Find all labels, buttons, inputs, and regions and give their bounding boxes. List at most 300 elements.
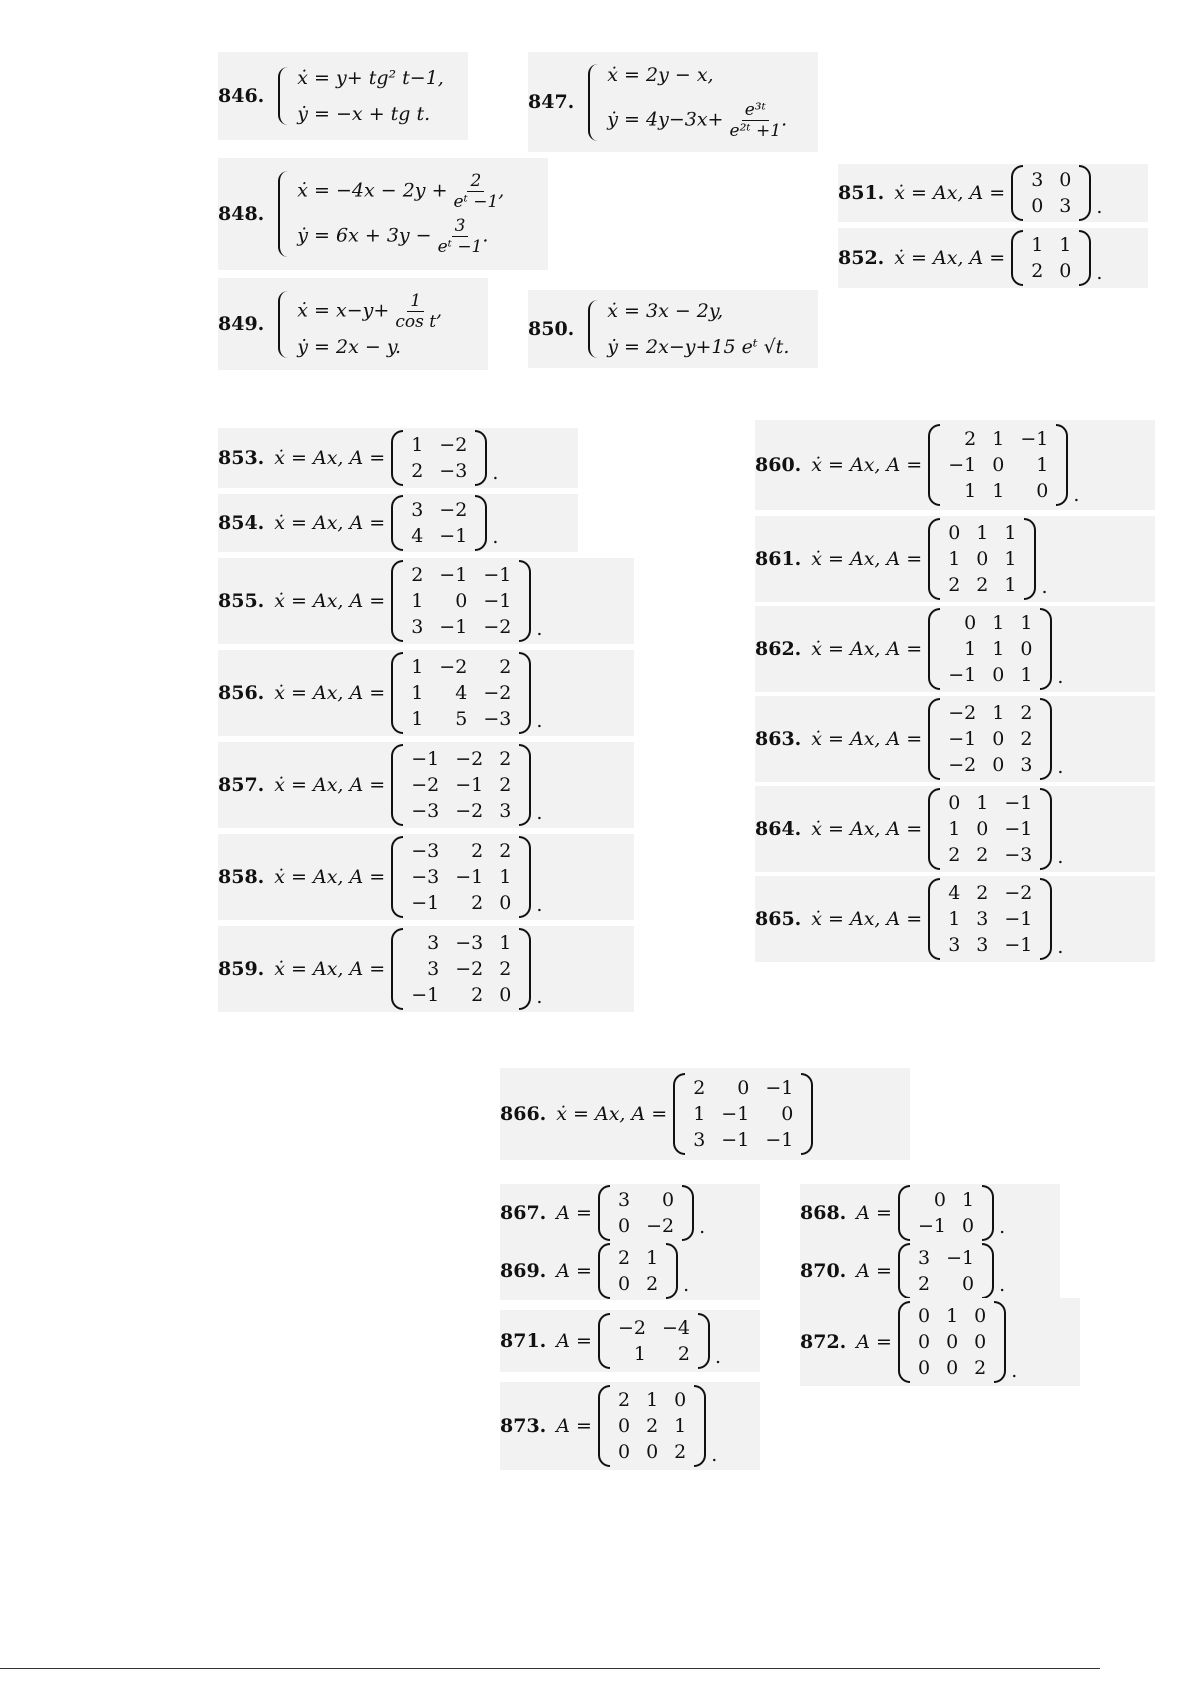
- problem-number: 859.: [218, 958, 265, 980]
- end-period: .: [536, 986, 543, 1008]
- matrix-grid: [610, 1385, 694, 1467]
- problem-number: 862.: [755, 638, 802, 660]
- matrix-cell: 1: [411, 434, 424, 456]
- right-paren: [519, 744, 531, 826]
- matrix-cell: 1: [946, 1305, 959, 1327]
- right-paren: [519, 652, 531, 734]
- matrix-cell: −2: [1004, 882, 1033, 904]
- matrix-cell: 3: [917, 1247, 931, 1269]
- matrix: [391, 495, 487, 551]
- matrix-cell: 0: [974, 1331, 987, 1353]
- matrix: [598, 1243, 678, 1299]
- matrix-grid: [940, 608, 1040, 690]
- matrix-cell: 1: [693, 1103, 706, 1125]
- matrix-cell: 3: [617, 1189, 631, 1211]
- end-period: .: [715, 1346, 722, 1368]
- problem-number: 850.: [528, 318, 575, 340]
- matrix-cell: −1: [1020, 428, 1049, 450]
- matrix-grid: [403, 430, 475, 486]
- matrix: [928, 878, 1052, 960]
- left-paren: [928, 878, 940, 960]
- matrix-cell: −1: [439, 564, 468, 586]
- matrix-grid: [940, 788, 1040, 870]
- right-paren: [682, 1185, 694, 1241]
- matrix-grid: [403, 928, 519, 1010]
- fraction-denominator: cos t: [395, 311, 437, 332]
- left-paren: [391, 652, 403, 734]
- problem-number: 852.: [838, 247, 885, 269]
- left-paren: [928, 698, 940, 780]
- matrix-cell: 2: [917, 1273, 931, 1295]
- matrix-cell: −1: [765, 1077, 794, 1099]
- end-period: .: [482, 224, 489, 247]
- equation-2-left: ẏ = 4y−3x+: [607, 108, 724, 130]
- right-paren: [698, 1313, 710, 1369]
- right-paren: [1056, 424, 1068, 506]
- right-paren: [694, 1385, 706, 1467]
- problem-number: 857.: [218, 774, 265, 796]
- problem-number: 863.: [755, 728, 802, 750]
- matrix-cell: 2: [976, 574, 989, 596]
- problem-873: [500, 1382, 760, 1470]
- matrix-grid: [610, 1185, 682, 1241]
- end-period: .: [1057, 846, 1064, 868]
- matrix-cell: 2: [674, 1441, 687, 1463]
- matrix-cell: −3: [411, 840, 440, 862]
- end-period: .: [999, 1274, 1006, 1296]
- matrix-cell: 1: [411, 656, 424, 678]
- equation-left: ẋ = Ax, A =: [811, 818, 923, 840]
- equation-left: ẋ = Ax, A =: [811, 638, 923, 660]
- matrix-cell: −1: [483, 590, 512, 612]
- end-period: .: [1041, 576, 1048, 598]
- matrix: [898, 1243, 994, 1299]
- matrix-cell: 1: [964, 638, 977, 660]
- matrix-cell: −1: [1004, 908, 1033, 930]
- end-period: .: [1073, 484, 1080, 506]
- matrix-cell: 2: [499, 840, 512, 862]
- matrix: [673, 1073, 813, 1155]
- right-paren: [801, 1073, 813, 1155]
- equation-2: ẏ = 2x − y.: [297, 335, 402, 358]
- left-paren: [391, 928, 403, 1010]
- matrix-cell: 1: [976, 522, 989, 544]
- matrix-cell: 2: [471, 984, 484, 1006]
- problem-851: [838, 164, 1148, 222]
- matrix-cell: −2: [455, 748, 484, 770]
- problem-number: 853.: [218, 447, 265, 469]
- matrix-cell: 1: [646, 1247, 659, 1269]
- matrix-cell: 2: [646, 1415, 659, 1437]
- right-paren: [1079, 230, 1091, 286]
- equation-2: [607, 100, 787, 141]
- equation-system: [274, 291, 442, 358]
- matrix-cell: 0: [617, 1273, 631, 1295]
- right-paren: [1040, 788, 1052, 870]
- problem-871: [500, 1310, 760, 1372]
- problem-860: [755, 420, 1155, 510]
- matrix-cell: 1: [633, 1343, 646, 1365]
- matrix-cell: 3: [1059, 195, 1072, 217]
- matrix-grid: [910, 1185, 982, 1241]
- matrix-cell: 0: [992, 728, 1005, 750]
- matrix-grid: [403, 836, 519, 918]
- fraction-numerator: 3: [452, 216, 469, 237]
- end-comma: ,: [498, 179, 505, 202]
- problem-855: [218, 558, 634, 644]
- left-paren: [928, 424, 940, 506]
- end-period: .: [1096, 262, 1103, 284]
- problem-number: 864.: [755, 818, 802, 840]
- equation-left: ẋ = Ax, A =: [274, 958, 386, 980]
- fraction-numerator: 2: [467, 171, 484, 192]
- matrix-cell: −1: [765, 1129, 794, 1151]
- matrix-cell: 0: [455, 590, 468, 612]
- matrix: [1011, 230, 1091, 286]
- matrix-cell: −2: [439, 499, 468, 521]
- matrix-cell: 1: [948, 818, 961, 840]
- matrix: [1011, 165, 1091, 221]
- problem-number: 872.: [800, 1331, 847, 1353]
- matrix-cell: −1: [948, 454, 977, 476]
- matrix-grid: [940, 518, 1024, 600]
- problem-858: [218, 834, 634, 920]
- matrix-cell: 2: [693, 1077, 706, 1099]
- matrix-cell: 0: [992, 664, 1005, 686]
- matrix-cell: 1: [961, 1189, 975, 1211]
- left-brace: [278, 291, 289, 358]
- matrix-grid: [940, 878, 1040, 960]
- equation-2: ẏ = −x + tg t.: [297, 103, 431, 125]
- matrix-cell: 3: [976, 934, 989, 956]
- matrix-cell: 0: [617, 1415, 631, 1437]
- left-paren: [391, 430, 403, 486]
- equation-left: ẋ = Ax, A =: [274, 512, 386, 534]
- matrix-grid: [910, 1301, 994, 1383]
- left-paren: [598, 1243, 610, 1299]
- matrix-cell: 1: [964, 480, 977, 502]
- end-period: .: [1057, 936, 1064, 958]
- matrix-cell: 2: [948, 574, 961, 596]
- matrix-cell: 0: [964, 612, 977, 634]
- matrix-cell: 3: [976, 908, 989, 930]
- left-paren: [928, 518, 940, 600]
- matrix-cell: −1: [946, 1247, 975, 1269]
- right-paren: [666, 1243, 678, 1299]
- left-paren: [598, 1185, 610, 1241]
- problem-867: [500, 1184, 760, 1242]
- problem-856: [218, 650, 634, 736]
- equation-left: ẋ = Ax, A =: [811, 454, 923, 476]
- equation-2: [297, 216, 504, 257]
- matrix-cell: 1: [992, 480, 1005, 502]
- matrix-cell: −1: [721, 1129, 750, 1151]
- fraction: [730, 100, 782, 141]
- problem-857: [218, 742, 634, 828]
- matrix-cell: −2: [483, 616, 512, 638]
- matrix-cell: −1: [455, 866, 484, 888]
- left-brace: [588, 300, 599, 358]
- left-paren: [673, 1073, 685, 1155]
- matrix-cell: 0: [961, 1273, 975, 1295]
- problem-872: [800, 1298, 1080, 1386]
- matrix-cell: 0: [1036, 480, 1049, 502]
- right-paren: [982, 1243, 994, 1299]
- problem-849: [218, 278, 488, 370]
- matrix-cell: −2: [455, 958, 484, 980]
- matrix: [391, 560, 531, 642]
- matrix-cell: 0: [781, 1103, 794, 1125]
- matrix-cell: −1: [439, 525, 468, 547]
- problem-number: 854.: [218, 512, 265, 534]
- matrix-cell: 3: [1020, 754, 1033, 776]
- matrix-cell: 1: [1004, 522, 1017, 544]
- right-paren: [475, 430, 487, 486]
- problem-number: 870.: [800, 1260, 847, 1282]
- matrix-cell: 0: [674, 1389, 687, 1411]
- equation-1-left: ẋ = −4x − 2y +: [297, 179, 448, 202]
- end-period: .: [1096, 196, 1103, 218]
- right-paren: [519, 836, 531, 918]
- equation-system: [274, 67, 444, 125]
- matrix-cell: 1: [674, 1415, 687, 1437]
- matrix-cell: 0: [992, 754, 1005, 776]
- matrix-cell: 1: [992, 612, 1005, 634]
- left-paren: [898, 1301, 910, 1383]
- matrix: [391, 652, 531, 734]
- fraction-numerator: e³ᵗ: [742, 100, 769, 121]
- matrix-cell: −2: [439, 434, 468, 456]
- equation-left: ẋ = Ax, A =: [556, 1103, 668, 1125]
- matrix-cell: 2: [499, 656, 512, 678]
- matrix-cell: 1: [1004, 574, 1017, 596]
- right-paren: [1040, 698, 1052, 780]
- equation-left: ẋ = Ax, A =: [894, 182, 1006, 204]
- equation-left: ẋ = Ax, A =: [274, 774, 386, 796]
- matrix-cell: 2: [976, 882, 989, 904]
- problem-853: [218, 428, 578, 488]
- problem-number: 868.: [800, 1202, 847, 1224]
- equation-2: ẏ = 2x−y+15 eᵗ √t.: [607, 336, 790, 358]
- matrix-cell: −1: [411, 748, 440, 770]
- equation-left: A =: [856, 1202, 892, 1224]
- end-period: .: [1057, 666, 1064, 688]
- matrix-cell: −1: [483, 564, 512, 586]
- left-paren: [391, 495, 403, 551]
- matrix-cell: 0: [946, 1357, 959, 1379]
- matrix-cell: 2: [617, 1247, 631, 1269]
- matrix: [928, 608, 1052, 690]
- problem-869: [500, 1242, 760, 1300]
- left-paren: [391, 560, 403, 642]
- matrix-cell: 1: [948, 548, 961, 570]
- matrix-cell: 3: [1031, 169, 1044, 191]
- matrix-cell: 2: [499, 748, 512, 770]
- matrix-cell: −3: [439, 460, 468, 482]
- matrix-cell: 4: [455, 682, 468, 704]
- matrix-cell: −1: [917, 1215, 946, 1237]
- matrix: [898, 1185, 994, 1241]
- fraction: [395, 291, 436, 332]
- problem-number: 849.: [218, 313, 265, 335]
- matrix-cell: −1: [948, 664, 977, 686]
- matrix-cell: 0: [646, 1441, 659, 1463]
- matrix-cell: 0: [1059, 169, 1072, 191]
- matrix-cell: 3: [693, 1129, 706, 1151]
- equation-left: ẋ = Ax, A =: [811, 548, 923, 570]
- left-paren: [898, 1243, 910, 1299]
- fraction-denominator: eᵗ −1: [453, 192, 499, 212]
- matrix-grid: [403, 495, 475, 551]
- right-paren: [1079, 165, 1091, 221]
- problem-number: 846.: [218, 85, 265, 107]
- matrix-cell: 0: [961, 1215, 975, 1237]
- matrix-cell: 2: [499, 774, 512, 796]
- matrix-cell: 0: [617, 1441, 631, 1463]
- equation-1: ẋ = 2y − x,: [607, 63, 714, 86]
- matrix-cell: −2: [948, 754, 977, 776]
- matrix-cell: 0: [948, 522, 961, 544]
- equation-1: [297, 171, 504, 212]
- matrix-cell: −1: [411, 892, 440, 914]
- matrix-cell: −3: [483, 708, 512, 730]
- matrix-cell: 0: [933, 1189, 946, 1211]
- equation-left: A =: [856, 1260, 892, 1282]
- equation-system: [274, 171, 504, 257]
- matrix-cell: 3: [411, 499, 424, 521]
- matrix-cell: −3: [1004, 844, 1033, 866]
- matrix-cell: 4: [948, 882, 961, 904]
- matrix-cell: 3: [411, 616, 424, 638]
- matrix-cell: −1: [948, 728, 977, 750]
- equation-left: A =: [556, 1202, 592, 1224]
- equation-left: A =: [556, 1330, 592, 1352]
- matrix-cell: 1: [1059, 234, 1072, 256]
- matrix-cell: 0: [737, 1077, 750, 1099]
- matrix-cell: 0: [948, 792, 961, 814]
- fraction-denominator: e²ᵗ +1: [729, 120, 782, 141]
- problem-846: [218, 52, 468, 140]
- problem-number: 851.: [838, 182, 885, 204]
- matrix-cell: 1: [1031, 234, 1044, 256]
- matrix-cell: −1: [721, 1103, 750, 1125]
- equation-left: ẋ = Ax, A =: [811, 908, 923, 930]
- matrix-grid: [610, 1243, 666, 1299]
- matrix-cell: 1: [1020, 664, 1033, 686]
- left-paren: [391, 836, 403, 918]
- matrix: [391, 744, 531, 826]
- problem-852: [838, 228, 1148, 288]
- problem-number: 847.: [528, 91, 575, 113]
- equation-left: A =: [856, 1331, 892, 1353]
- end-period: .: [492, 526, 499, 548]
- matrix-cell: 3: [948, 934, 961, 956]
- matrix-cell: 0: [976, 548, 989, 570]
- equation-left: ẋ = Ax, A =: [274, 447, 386, 469]
- end-period: .: [536, 710, 543, 732]
- matrix-cell: −1: [411, 984, 440, 1006]
- equation-left: A =: [556, 1260, 592, 1282]
- equation-1: ẋ = y+ tg² t−1,: [297, 67, 444, 89]
- matrix-cell: 0: [1059, 260, 1072, 282]
- matrix-cell: 2: [1031, 260, 1044, 282]
- matrix-cell: 2: [976, 844, 989, 866]
- matrix-cell: 0: [1020, 638, 1033, 660]
- matrix-cell: 2: [411, 460, 424, 482]
- matrix-cell: 1: [646, 1389, 659, 1411]
- matrix-cell: 2: [471, 840, 484, 862]
- matrix-cell: 1: [411, 590, 424, 612]
- left-paren: [1011, 165, 1023, 221]
- matrix-cell: −2: [439, 656, 468, 678]
- matrix-cell: 1: [411, 682, 424, 704]
- matrix: [598, 1385, 706, 1467]
- matrix-cell: 2: [617, 1389, 631, 1411]
- right-paren: [519, 560, 531, 642]
- left-paren: [928, 608, 940, 690]
- end-period: .: [536, 618, 543, 640]
- matrix-cell: 3: [499, 800, 512, 822]
- matrix-cell: −2: [948, 702, 977, 724]
- right-paren: [982, 1185, 994, 1241]
- matrix-cell: 0: [617, 1215, 631, 1237]
- equation-2-left: ẏ = 6x + 3y −: [297, 224, 432, 247]
- problem-number: 871.: [500, 1330, 547, 1352]
- left-paren: [391, 744, 403, 826]
- matrix-grid: [1023, 165, 1079, 221]
- end-period: .: [699, 1216, 706, 1238]
- problem-868: [800, 1184, 1060, 1242]
- left-paren: [1011, 230, 1023, 286]
- end-period: .: [1057, 756, 1064, 778]
- equation-left: ẋ = Ax, A =: [811, 728, 923, 750]
- end-period: .: [683, 1274, 690, 1296]
- right-paren: [1024, 518, 1036, 600]
- problem-865: [755, 876, 1155, 962]
- matrix-cell: −2: [483, 682, 512, 704]
- matrix: [898, 1301, 1006, 1383]
- matrix-grid: [685, 1073, 801, 1155]
- matrix-cell: 0: [499, 984, 512, 1006]
- matrix: [928, 788, 1052, 870]
- matrix-grid: [610, 1313, 698, 1369]
- matrix-grid: [940, 698, 1040, 780]
- matrix-cell: −2: [617, 1317, 646, 1339]
- matrix-cell: 1: [499, 866, 512, 888]
- left-brace: [278, 171, 289, 257]
- matrix-cell: 5: [455, 708, 468, 730]
- matrix-cell: 2: [411, 564, 424, 586]
- matrix-cell: 1: [1020, 612, 1033, 634]
- matrix-cell: 1: [411, 708, 424, 730]
- problem-847: [528, 52, 818, 152]
- end-period: .: [711, 1444, 718, 1466]
- equation-left: ẋ = Ax, A =: [894, 247, 1006, 269]
- matrix-cell: 0: [917, 1331, 931, 1353]
- matrix-cell: 2: [948, 844, 961, 866]
- problem-number: 865.: [755, 908, 802, 930]
- equation-system: [584, 300, 789, 358]
- matrix-cell: 2: [677, 1343, 690, 1365]
- problem-number: 848.: [218, 203, 265, 225]
- matrix-grid: [1023, 230, 1079, 286]
- problem-863: [755, 696, 1155, 782]
- matrix-cell: 3: [427, 958, 440, 980]
- end-period: .: [999, 1216, 1006, 1238]
- problem-862: [755, 606, 1155, 692]
- matrix-cell: −1: [1004, 792, 1033, 814]
- matrix-cell: 1: [1036, 454, 1049, 476]
